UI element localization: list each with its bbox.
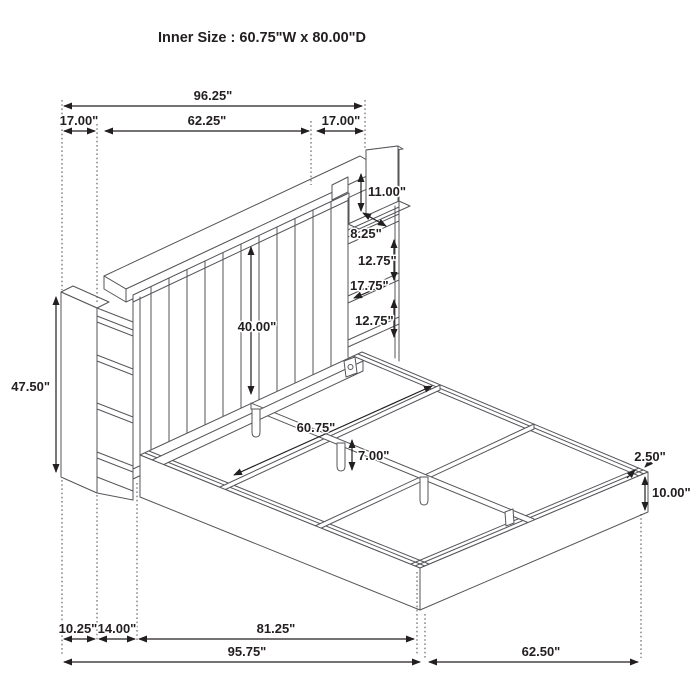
dim-label: 10.25" <box>58 621 98 636</box>
left-bookcase-pier <box>61 286 133 500</box>
dim-label: 62.50" <box>521 644 561 659</box>
dim-rail-height <box>645 477 691 510</box>
dim-label: 12.75" <box>358 253 397 268</box>
dim-label: 60.75" <box>296 420 336 435</box>
dim-label: 10.00" <box>652 485 691 500</box>
dim-label: 62.25" <box>187 113 227 128</box>
dim-footprint-width <box>429 644 638 662</box>
dim-pier-to-rail-offset <box>98 621 137 639</box>
dim-label: 47.50" <box>11 379 50 394</box>
bed-drawing <box>61 146 648 610</box>
dim-pier-height <box>11 297 56 472</box>
dim-label: 8.25" <box>350 226 382 241</box>
dim-label: 7.00" <box>358 448 390 463</box>
dim-label: 17.00" <box>59 113 99 128</box>
dim-pier-depth <box>59 621 98 639</box>
dim-rail-length <box>139 621 414 639</box>
dim-overall-depth <box>64 644 420 662</box>
dim-label: 17.00" <box>321 113 361 128</box>
dim-label: 40.00" <box>237 319 277 334</box>
dim-label: 11.00" <box>368 184 406 199</box>
dim-label: 95.75" <box>227 644 267 659</box>
dim-right-pier-width <box>317 113 363 131</box>
dim-label: 81.25" <box>256 621 296 636</box>
dim-headboard-panel-width <box>105 113 309 131</box>
dim-label: 17.75" <box>350 278 389 293</box>
dim-label: 2.50" <box>634 449 666 464</box>
dim-label: 12.75" <box>355 313 394 328</box>
page-title: Inner Size : 60.75"W x 80.00"D <box>158 30 366 46</box>
dim-label: 14.00" <box>97 621 137 636</box>
dim-left-pier-width <box>60 113 99 131</box>
dim-label: 96.25" <box>193 88 233 103</box>
dim-overall-width <box>64 88 362 106</box>
